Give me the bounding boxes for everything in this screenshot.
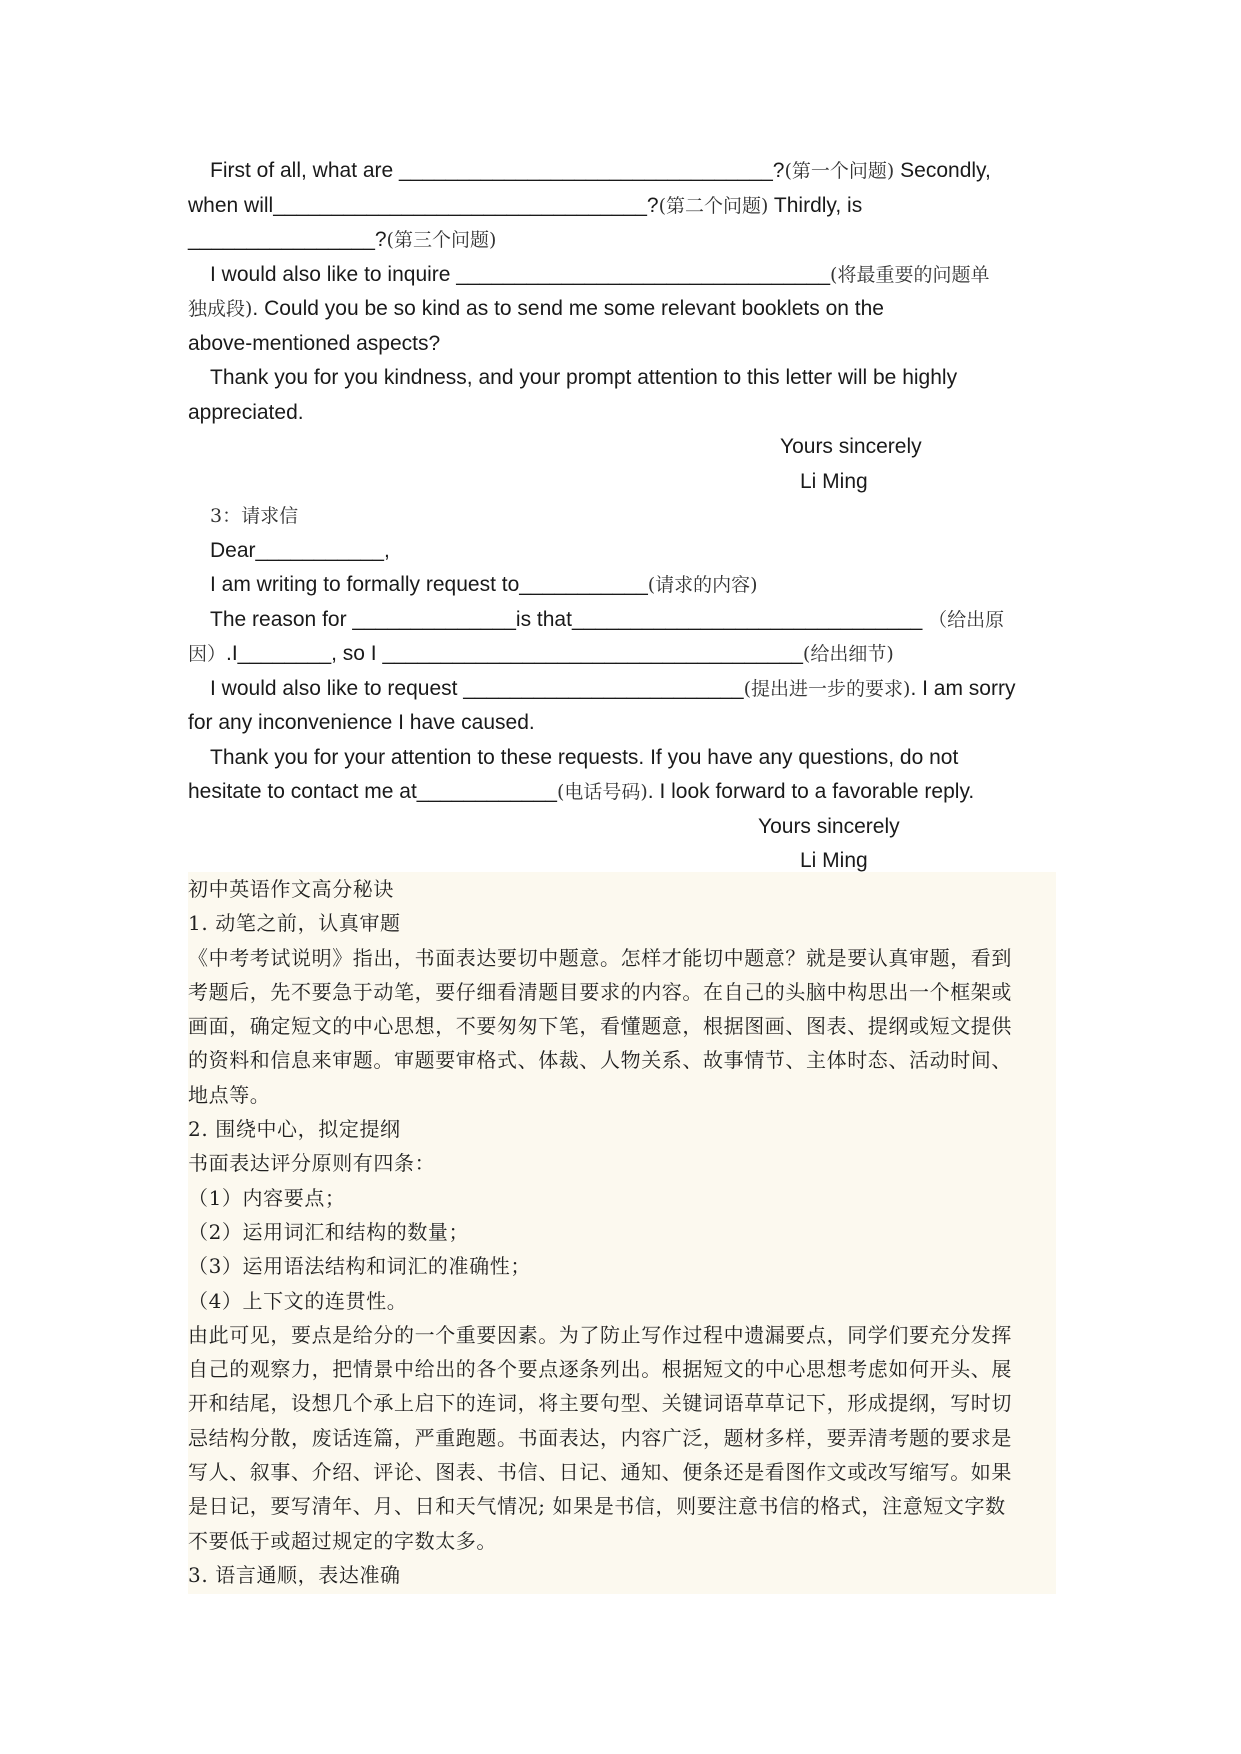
chinese-hint: (给出细节): [802, 643, 894, 665]
tips-p2-line: 不要低于或超过规定的字数太多。: [188, 1528, 497, 1553]
text: . Could you be so kind as to send me some relevant booklets on the: [252, 297, 884, 320]
letter3-line-1: [188, 568, 1068, 603]
text: when will________________________________?: [188, 193, 659, 217]
letter3-line-4: [188, 672, 1068, 707]
text: I would also like to request ________________________: [210, 676, 744, 700]
chinese-hint: 因）: [188, 643, 227, 665]
chinese-hint: 独成段): [188, 298, 253, 320]
tips-section-3-heading: 3. 语言通顺，表达准确: [188, 1562, 401, 1587]
section-heading: 3：请求信: [210, 505, 299, 527]
letter3-line-5: for any inconvenience I have caused.: [188, 711, 535, 734]
tips-title: 初中英语作文高分秘诀: [188, 877, 394, 901]
tips-rule-item: （2）运用词汇和结构的数量；: [188, 1219, 470, 1244]
letter3-line-2: [188, 603, 1068, 638]
text: .I________, so I ____________________________________: [226, 642, 803, 665]
tips-p2-line: 由此可见，要点是给分的一个重要因素。为了防止写作过程中遗漏要点，同学们要充分发挥: [188, 1322, 1012, 1347]
letter2-line-5: [188, 292, 1068, 327]
text: First of all, what are ________________________________?: [210, 159, 785, 182]
letter-section: [188, 154, 1068, 879]
letter2-line-3: [188, 223, 1068, 258]
letter2-line-1: [188, 154, 1068, 189]
tips-p2-line: 开和结尾，设想几个承上启下的连词，将主要句型、关键词语草草记下，形成提纲，写时切: [188, 1391, 1012, 1416]
tips-section-1-heading: 1. 动笔之前，认真审题: [188, 911, 401, 936]
letter2-line-6: above-mentioned aspects?: [188, 331, 441, 355]
tips-p2-line: 是日记，要写清年、月、日和天气情况; 如果是书信，则要注意书信的格式，注意短文字数: [188, 1494, 1006, 1519]
text: ________________?: [188, 228, 387, 251]
tips-p2-line: 忌结构分散，废话连篇，严重跑题。书面表达，内容广泛，题材多样，要弄清考题的要求是: [188, 1425, 1012, 1450]
chinese-hint: (请求的内容): [647, 574, 758, 596]
tips-rule-item: （4）上下文的连贯性。: [188, 1288, 408, 1313]
chinese-hint: (第三个问题): [386, 229, 497, 251]
tips-p1-line: 的资料和信息来审题。审题要审格式、体裁、人物关系、故事情节、主体时态、活动时间、: [188, 1048, 1012, 1073]
tips-p1-line: 地点等。: [188, 1082, 271, 1107]
chinese-hint: （给出原: [928, 608, 1005, 631]
text: Thirdly, is: [768, 193, 863, 217]
tips-rule-item: （1）内容要点；: [188, 1185, 346, 1210]
tips-p2-line: 写人、叙事、介绍、评论、图表、书信、日记、通知、便条还是看图作文或改写缩写。如果: [188, 1460, 1012, 1485]
tips-p1-line: 画面，确定短文的中心思想，不要匆匆下笔，看懂题意，根据图画、图表、提纲或短文提供: [188, 1014, 1012, 1039]
letter2-line-2: [188, 189, 1068, 224]
text: hesitate to contact me at____________: [188, 780, 557, 803]
letter3-heading: [188, 499, 1068, 534]
letter3-closing: Yours sincerely: [758, 814, 900, 838]
tips-section-2-heading: 2. 围绕中心，拟定提纲: [188, 1117, 401, 1142]
letter2-closing: Yours sincerely: [780, 435, 922, 458]
text: The reason for ______________is that______________________________: [210, 607, 929, 631]
tips-p1-line: 《中考考试说明》指出，书面表达要切中题意。怎样才能切中题意？就是要认真审题，看到: [188, 945, 1012, 970]
text: Secondly,: [894, 159, 991, 182]
letter3-line-3: [188, 637, 1068, 672]
text: I would also like to inquire ________________________________: [210, 262, 831, 286]
text: . I am sorry: [910, 676, 1016, 700]
letter3-signature: Li Ming: [800, 849, 868, 872]
chinese-hint: (将最重要的问题单: [830, 263, 990, 286]
chinese-hint: (第一个问题): [784, 160, 895, 182]
letter3-line-7: [188, 775, 1068, 810]
chinese-hint: (提出进一步的要求): [743, 677, 911, 700]
chinese-hint: (电话号码): [556, 781, 648, 803]
tips-rules-intro: 书面表达评分原则有四条：: [188, 1151, 436, 1176]
text: . I look forward to a favorable reply.: [647, 780, 975, 803]
letter2-line-4: [188, 258, 1068, 293]
tips-p1-line: 考题后，先不要急于动笔，要仔细看清题目要求的内容。在自己的头脑中构思出一个框架或: [188, 979, 1012, 1004]
letter2-signature: Li Ming: [800, 469, 868, 493]
tips-p2-line: 自己的观察力，把情景中给出的各个要点逐条列出。根据短文的中心思想考虑如何开头、展: [188, 1357, 1012, 1382]
text: I am writing to formally request to___________: [210, 573, 648, 596]
letter2-line-7: Thank you for you kindness, and your prompt attention to this letter will be highly: [210, 366, 958, 389]
letter3-line-6: Thank you for your attention to these requests. If you have any questions, do not: [210, 745, 959, 769]
writing-tips-section: [188, 872, 1056, 1594]
letter3-salutation: Dear___________,: [210, 538, 390, 562]
chinese-hint: (第二个问题): [658, 194, 769, 217]
letter2-line-8: appreciated.: [188, 400, 304, 424]
tips-rule-item: （3）运用语法结构和词汇的准确性；: [188, 1254, 531, 1279]
